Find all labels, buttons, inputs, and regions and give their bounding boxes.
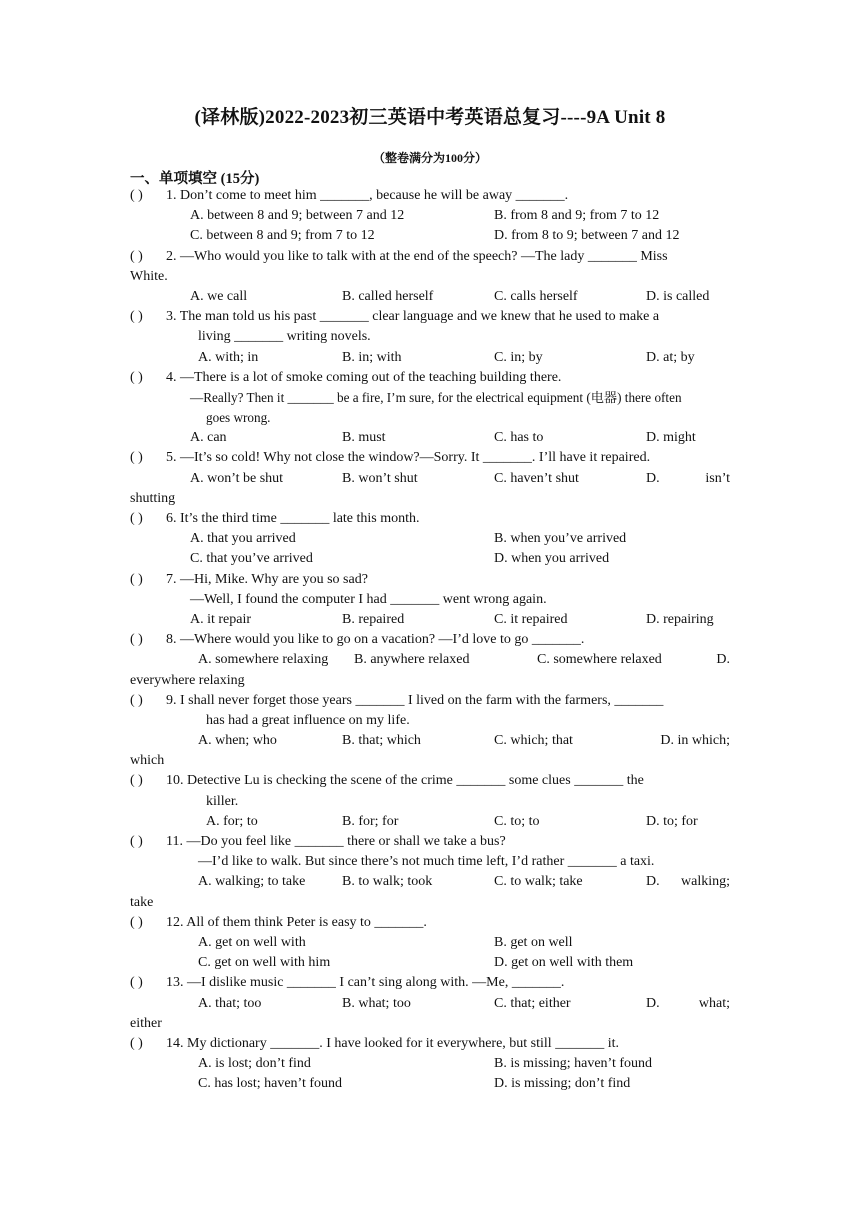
question-6 — [130, 509, 730, 529]
question-text: 1. Don’t come to meet him _______, because he will be away _______. — [166, 188, 569, 203]
question-10 — [130, 771, 730, 791]
section-heading: 一、单项填空 (15分) — [130, 171, 260, 187]
option-d-text: what; — [698, 995, 730, 1011]
question-text: 4. —There is a lot of smoke coming out of the teaching building there. — [166, 369, 562, 385]
option-c: C. which; that — [494, 733, 573, 749]
option-c: C. to; to — [494, 813, 540, 829]
question-12 — [130, 913, 730, 933]
options-row — [130, 933, 730, 953]
option-c: C. haven’t shut — [494, 470, 579, 486]
option-a: A. we call — [190, 288, 248, 304]
option-c: C. between 8 and 9; from 7 to 12 — [190, 228, 375, 244]
question-4 — [130, 368, 730, 388]
answer-blank: ( ) — [130, 773, 143, 789]
question-text: 13. —I dislike music _______ I can’t sing along with. —Me, _______. — [166, 975, 565, 991]
answer-blank: ( ) — [130, 571, 143, 587]
question-text-continued: has had a great influence on my life. — [206, 712, 410, 728]
option-b: B. called herself — [342, 288, 434, 304]
options-row — [130, 872, 730, 892]
question-text-continued: —Well, I found the computer I had _______ went wrong again. — [190, 591, 547, 607]
question-text: 7. —Hi, Mike. Why are you so sad? — [166, 571, 368, 587]
answer-blank: ( ) — [130, 450, 143, 466]
question-text: 6. It’s the third time _______ late this month. — [166, 511, 420, 526]
question-text: 2. —Who would you like to talk with at the end of the speech? —The lady _______ Miss — [166, 248, 668, 264]
option-d: D. — [716, 652, 730, 668]
option-c: C. to walk; take — [494, 874, 583, 890]
question-14 — [130, 1034, 730, 1054]
options-row — [130, 529, 730, 549]
question-5 — [130, 448, 730, 468]
option-a: A. get on well with — [198, 934, 306, 950]
question-text-continued: killer. — [206, 793, 239, 809]
answer-blank: ( ) — [130, 309, 143, 325]
option-d: D. is called — [646, 288, 710, 304]
question-text: 5. —It’s so cold! Why not close the window?—Sorry. It _______. I’ll have it repaired. — [166, 450, 651, 466]
option-b: B. won’t shut — [342, 470, 418, 486]
question-2 — [130, 247, 730, 267]
option-b: B. anywhere relaxed — [354, 652, 470, 668]
option-d: D. get on well with them — [494, 955, 634, 971]
option-wrap: either — [130, 1015, 162, 1031]
option-c: C. get on well with him — [198, 955, 331, 971]
page-title: (译林版)2022-2023初三英语中考英语总复习----9A Unit 8 — [194, 107, 666, 128]
option-d: D. — [646, 470, 660, 486]
option-b: B. must — [342, 430, 386, 446]
option-c: C. somewhere relaxed — [537, 652, 662, 668]
question-text: 14. My dictionary _______. I have looked for it everywhere, but still _______ it. — [166, 1035, 619, 1051]
option-a: A. can — [190, 430, 227, 446]
options-row — [130, 206, 730, 226]
option-a: A. between 8 and 9; between 7 and 12 — [190, 208, 405, 224]
option-a: A. walking; to take — [198, 874, 306, 890]
answer-blank: ( ) — [130, 914, 143, 930]
option-d: D. is missing; don’t find — [494, 1076, 631, 1092]
question-text: 11. —Do you feel like _______ there or shall we take a bus? — [166, 834, 506, 849]
question-text-continued: living _______ writing novels. — [198, 329, 371, 345]
answer-blank: ( ) — [130, 692, 143, 708]
question-11 — [130, 832, 730, 852]
question-text: 9. I shall never forget those years _______ I lived on the farm with the farmers, _______ — [166, 692, 664, 708]
question-text-continued: goes wrong. — [206, 410, 271, 426]
options-row — [130, 348, 730, 368]
question-text-wrap: White. — [130, 268, 168, 284]
option-d: D. when you arrived — [494, 551, 610, 567]
question-3 — [130, 307, 730, 327]
option-d: D. — [646, 995, 660, 1011]
option-d: D. — [646, 874, 660, 890]
question-text-continued: —Really? Then it _______ be a fire, I’m sure, for the electrical equipment (电器) there often — [190, 389, 682, 405]
option-c: C. calls herself — [494, 288, 578, 304]
option-c: C. that; either — [494, 995, 571, 1011]
option-wrap: shutting — [130, 490, 176, 506]
option-d: D. might — [646, 430, 696, 446]
option-c: C. it repaired — [494, 611, 568, 627]
options-row — [130, 1074, 730, 1094]
options-row — [130, 610, 730, 630]
option-b: B. in; with — [342, 349, 402, 365]
option-a: A. that you arrived — [190, 531, 296, 547]
option-d: D. in which; — [660, 733, 730, 749]
option-d: D. to; for — [646, 813, 698, 829]
answer-blank: ( ) — [130, 369, 143, 385]
option-a: A. when; who — [198, 733, 277, 749]
options-row — [130, 731, 730, 751]
answer-blank: ( ) — [130, 511, 143, 526]
option-b: B. when you’ve arrived — [494, 531, 627, 547]
question-13 — [130, 973, 730, 993]
option-c: C. has lost; haven’t found — [198, 1076, 343, 1092]
options-row — [130, 994, 730, 1014]
options-row — [130, 953, 730, 973]
option-a: A. somewhere relaxing — [198, 652, 329, 668]
question-7 — [130, 570, 730, 590]
option-b: B. what; too — [342, 995, 411, 1011]
options-row — [130, 469, 730, 489]
option-b: B. for; for — [342, 813, 399, 829]
answer-blank: ( ) — [130, 834, 143, 849]
options-row — [130, 428, 730, 448]
option-a: A. won’t be shut — [190, 470, 284, 486]
option-wrap: which — [130, 753, 165, 769]
question-text: 10. Detective Lu is checking the scene of the crime _______ some clues _______ the — [166, 773, 644, 789]
question-text-continued: —I’d like to walk. But since there’s not much time left, I’d rather _______ a taxi. — [198, 854, 655, 870]
option-d-text: isn’t — [705, 470, 730, 486]
question-text: 12. All of them think Peter is easy to _______. — [166, 914, 427, 930]
option-a: A. it repair — [190, 611, 252, 627]
option-c: C. that you’ve arrived — [190, 551, 313, 567]
option-b: B. is missing; haven’t found — [494, 1056, 653, 1072]
option-d-text: walking; — [681, 874, 730, 890]
answer-blank: ( ) — [130, 632, 143, 648]
question-list — [130, 186, 730, 1094]
option-a: A. is lost; don’t find — [198, 1056, 311, 1072]
page-subtitle: （整卷满分为100分） — [372, 151, 487, 165]
option-d: D. at; by — [646, 349, 695, 365]
option-a: A. with; in — [198, 349, 259, 365]
option-d: D. from 8 to 9; between 7 and 12 — [494, 228, 680, 244]
answer-blank: ( ) — [130, 188, 143, 203]
option-b: B. get on well — [494, 934, 573, 950]
question-8 — [130, 630, 730, 650]
question-text: 3. The man told us his past _______ clear language and we knew that he used to make a — [166, 309, 660, 325]
options-row — [130, 1054, 730, 1074]
answer-blank: ( ) — [130, 248, 143, 264]
options-row — [130, 650, 730, 670]
option-b: B. to walk; took — [342, 874, 433, 890]
option-b: B. from 8 and 9; from 7 to 12 — [494, 208, 660, 224]
options-row — [130, 812, 730, 832]
options-row — [130, 226, 730, 246]
options-row — [130, 549, 730, 569]
options-row — [130, 287, 730, 307]
option-b: B. that; which — [342, 733, 421, 749]
option-c: C. has to — [494, 430, 544, 446]
option-wrap: everywhere relaxing — [130, 672, 245, 688]
option-wrap: take — [130, 894, 154, 910]
question-1 — [130, 186, 730, 206]
option-a: A. that; too — [198, 995, 262, 1011]
answer-blank: ( ) — [130, 1035, 143, 1051]
option-c: C. in; by — [494, 349, 543, 365]
option-b: B. repaired — [342, 611, 405, 627]
answer-blank: ( ) — [130, 975, 143, 991]
question-9 — [130, 691, 730, 711]
question-text: 8. —Where would you like to go on a vacation? —I’d love to go _______. — [166, 632, 585, 648]
option-d: D. repairing — [646, 611, 714, 627]
option-a: A. for; to — [206, 813, 258, 829]
